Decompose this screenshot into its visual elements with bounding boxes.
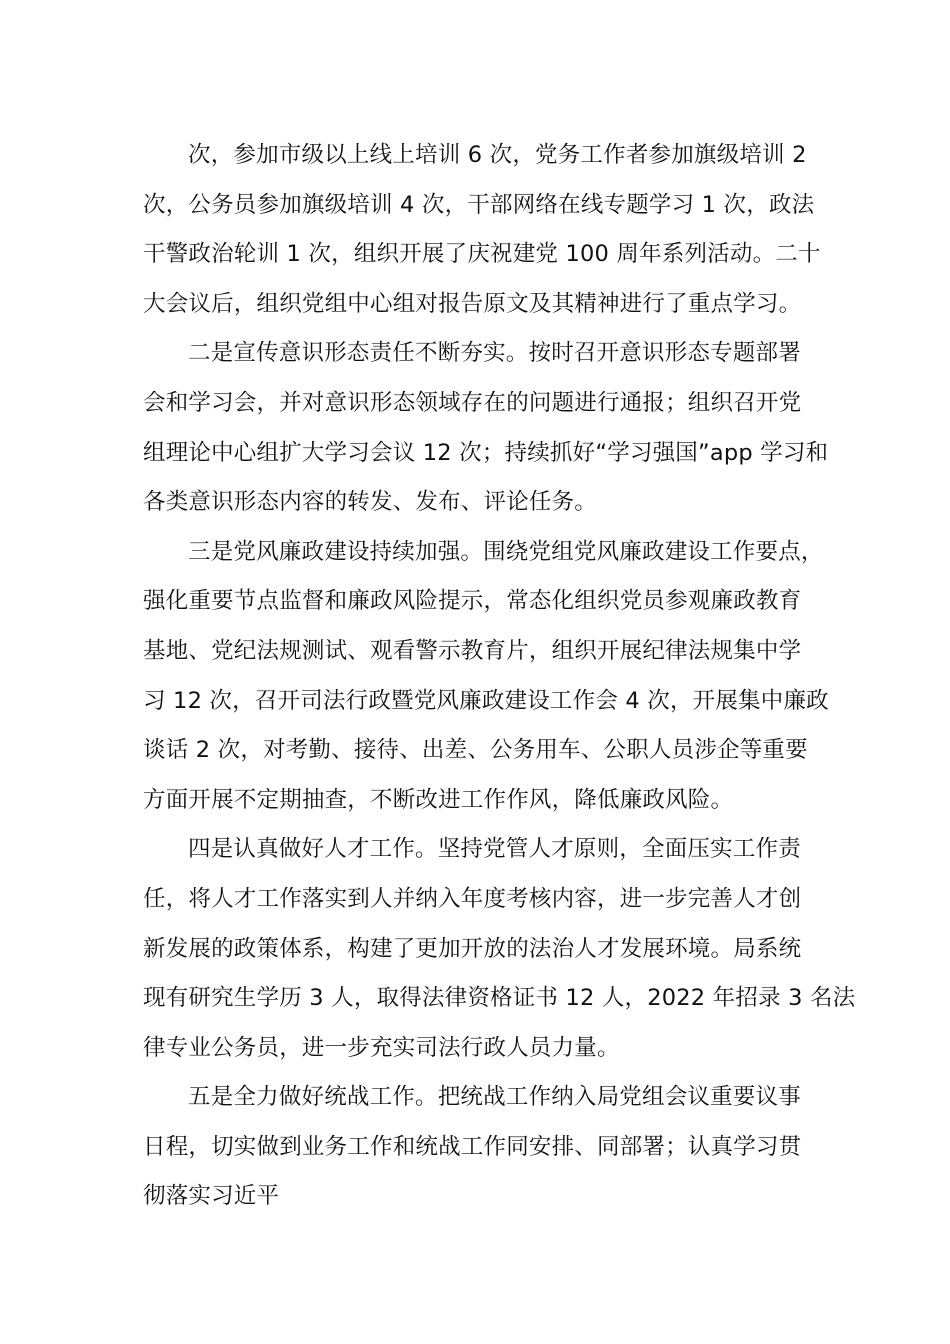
text-line: 会和学习会，并对意识形态领域存在的问题进行通报；组织召开党 [143,389,802,416]
paragraph-ideology [143,329,829,527]
text-line: 强化重要节点监督和廉政风险提示，常态化组织党员参观廉政教育 [143,588,802,615]
paragraph-talent [143,825,856,1073]
text-line: 各类意识形态内容的转发、发布、评论任务。 [143,489,598,516]
document-page [143,131,856,1222]
text-line: 律专业公务员，进一步充实司法行政人员力量。 [143,1034,620,1061]
text-line: 五是全力做好统战工作。把统战工作纳入局党组会议重要议事 [188,1084,801,1111]
text-line: 任，将人才工作落实到人并纳入年度考核内容，进一步完善人才创 [143,885,802,912]
paragraph-training-continuation [143,131,821,329]
text-line: 新发展的政策体系，构建了更加开放的法治人才发展环境。局系统 [143,935,802,962]
text-line: 谈话 2 次，对考勤、接待、出差、公务用车、公职人员涉企等重要 [143,737,808,764]
text-line: 现有研究生学历 3 人，取得法律资格证书 12 人，2022 年招录 3 名法 [143,985,856,1012]
text-line: 干警政治轮训 1 次，组织开展了庆祝建党 100 周年系列活动。二十 [143,241,821,268]
text-line: 三是党风廉政建设持续加强。围绕党组党风廉政建设工作要点， [188,538,824,565]
paragraph-integrity [143,528,829,826]
text-line: 基地、党纪法规测试、观看警示教育片，组织开展纪律法规集中学 [143,637,802,664]
text-line: 二是宣传意识形态责任不断夯实。按时召开意识形态专题部署 [188,340,801,367]
text-line: 彻落实习近平 [143,1183,280,1210]
text-line: 四是认真做好人才工作。坚持党管人才原则，全面压实工作责 [188,836,801,863]
text-line: 日程，切实做到业务工作和统战工作同安排、同部署；认真学习贯 [143,1133,802,1160]
text-line: 习 12 次，召开司法行政暨党风廉政建设工作会 4 次，开展集中廉政 [143,687,829,714]
text-line: 组理论中心组扩大学习会议 12 次；持续抓好“学习强国”app 学习和 [143,439,829,466]
text-line: 方面开展不定期抽查，不断改进工作作风，降低廉政风险。 [143,786,734,813]
text-line: 次，参加市级以上线上培训 6 次，党务工作者参加旗级培训 2 [188,142,807,168]
text-line: 大会议后，组织党组中心组对报告原文及其精神进行了重点学习。 [143,290,802,317]
paragraph-united-front [143,1073,809,1222]
text-line: 次，公务员参加旗级培训 4 次，干部网络在线专题学习 1 次，政法 [143,191,815,218]
